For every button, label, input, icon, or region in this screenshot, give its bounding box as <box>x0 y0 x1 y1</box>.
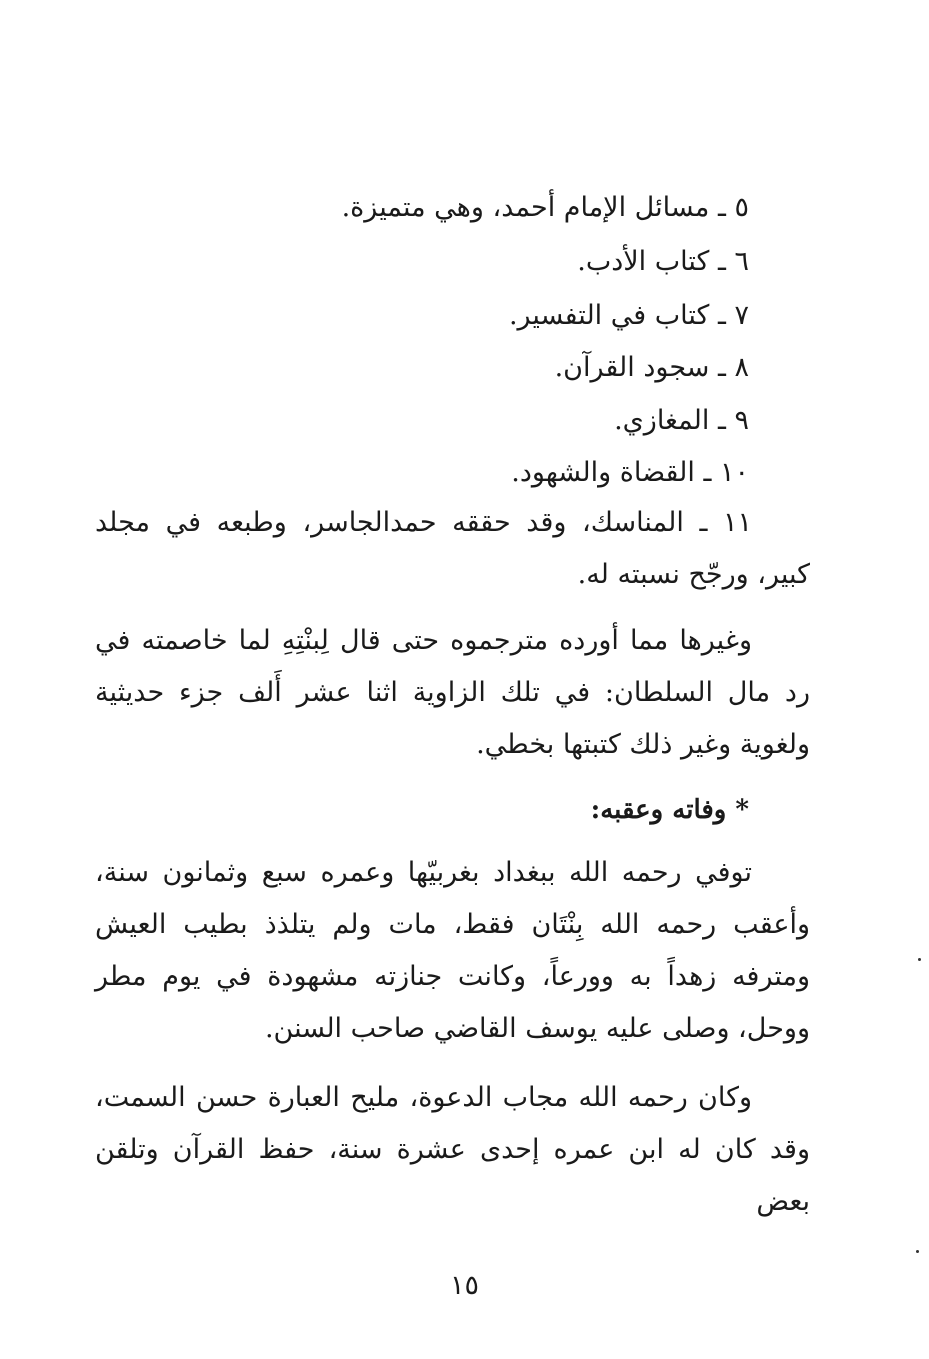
list-item: ٦ ـ كتاب الأدب. <box>577 246 749 277</box>
paragraph-others: وغيرها مما أورده مترجموه حتى قال لِبنْتِهِ لما خاصمته في رد مال السلطان: في تلك الزاوية اثنا عشر أَلف جزء حديثية ولغوية وغير ذلك كتبتها بخطي. <box>95 625 810 760</box>
paragraph-death: توفي رحمه الله ببغداد بغربيّها وعمره سبع وثمانون سنة، وأعقب رحمه الله بِنْتَان فقط، مات ولم يتلذذ بطيب العيش ومترفه زهداً به وورعاً، وكانت جنازته مشهودة في يوم مطر ووحل، وصلى عليه يوسف القاضي صاحب السنن. <box>95 857 810 1044</box>
section-heading: * وفاته وعقبه: <box>590 795 749 825</box>
paragraph-last: وكان رحمه الله مجاب الدعوة، مليح العبارة حسن السمت، وقد كان له ابن عمره إحدى عشرة سنة، حفظ القرآن وتلقن بعض <box>95 1082 810 1217</box>
page-number: ١٥ <box>449 1270 479 1301</box>
list-item: ١٠ ـ القضاة والشهود. <box>511 457 749 488</box>
list-item-11: ١١ ـ المناسك، وقد حققه حمدالجاسر، وطبعه في مجلد كبير، ورجّح نسبته له. <box>95 507 810 590</box>
list-item: ٧ ـ كتاب في التفسير. <box>508 300 749 331</box>
list-item: ٩ ـ المغازي. <box>614 405 749 436</box>
list-item: ٥ ـ مسائل الإمام أحمد، وهي متميزة. <box>341 192 749 223</box>
scan-speck <box>916 1250 919 1253</box>
list-item: ٨ ـ سجود القرآن. <box>554 352 749 383</box>
scan-speck <box>918 958 921 961</box>
